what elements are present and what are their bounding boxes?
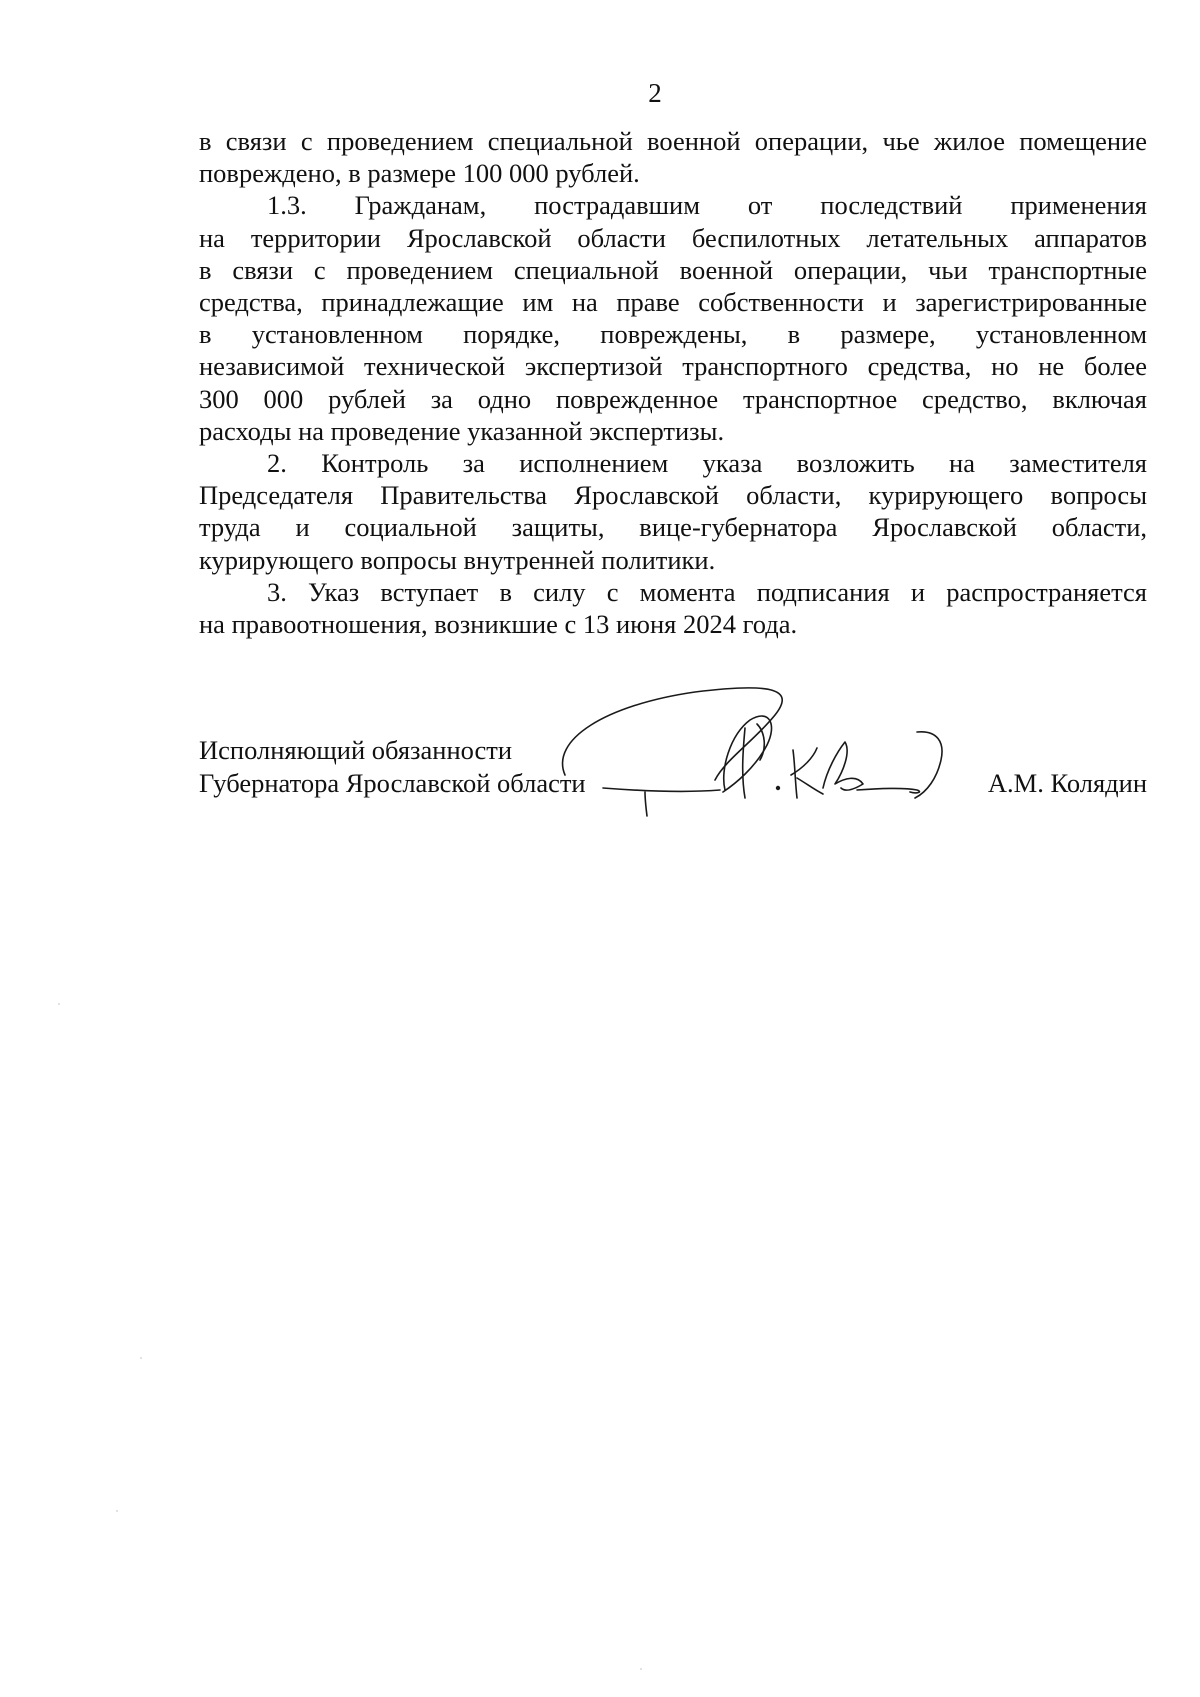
text-line: 300 000 рублей за одно поврежденное транспортное средство, включая xyxy=(199,383,1147,414)
paragraph-1-3 xyxy=(199,189,1147,447)
document-body xyxy=(199,125,1147,640)
text-line: в связи с проведением специальной военной операции, чье жилое помещение xyxy=(199,126,1147,156)
text-line: средства, принадлежащие им на праве собственности и зарегистрированные xyxy=(199,287,1147,318)
signatory-name: А.М. Колядин xyxy=(987,768,1147,798)
text-line: 1.3. Гражданам, пострадавшим от последствий применения xyxy=(267,190,1147,221)
page-number: 2 xyxy=(648,78,662,108)
paragraph-continuation xyxy=(199,125,1147,189)
text-line: курирующего вопросы внутренней политики. xyxy=(199,544,716,575)
paragraph-2 xyxy=(199,447,1147,576)
scan-speck xyxy=(640,1668,642,1670)
signatory-title-line-1: Исполняющий обязанности xyxy=(199,735,513,765)
scan-speck xyxy=(116,1510,118,1512)
scan-speck xyxy=(140,1357,142,1359)
text-line: 3. Указ вступает в силу с момента подписания и распространяется xyxy=(267,576,1147,607)
paragraph-3 xyxy=(199,576,1147,640)
text-line: в связи с проведением специальной военной операции, чьи транспортные xyxy=(199,254,1147,285)
text-line: Председателя Правительства Ярославской области, курирующего вопросы xyxy=(199,480,1147,511)
text-line: повреждено, в размере 100 000 рублей. xyxy=(199,158,640,189)
handwritten-signature xyxy=(545,680,965,830)
text-line: независимой технической экспертизой транспортного средства, но не более xyxy=(199,351,1147,382)
text-line: 2. Контроль за исполнением указа возложить на заместителя xyxy=(267,448,1147,479)
text-line: в установленном порядке, повреждены, в размере, установленном xyxy=(199,319,1147,350)
text-line: труда и социальной защиты, вице-губернатора Ярославской области, xyxy=(199,512,1147,543)
signatory-title-line-2: Губернатора Ярославской области xyxy=(199,768,586,798)
text-line: расходы на проведение указанной экспертизы. xyxy=(199,415,725,446)
text-line: на правоотношения, возникшие с 13 июня 2024 года. xyxy=(199,609,798,640)
text-line: на территории Ярославской области беспилотных летательных аппаратов xyxy=(199,222,1147,253)
scan-speck xyxy=(58,1003,60,1005)
